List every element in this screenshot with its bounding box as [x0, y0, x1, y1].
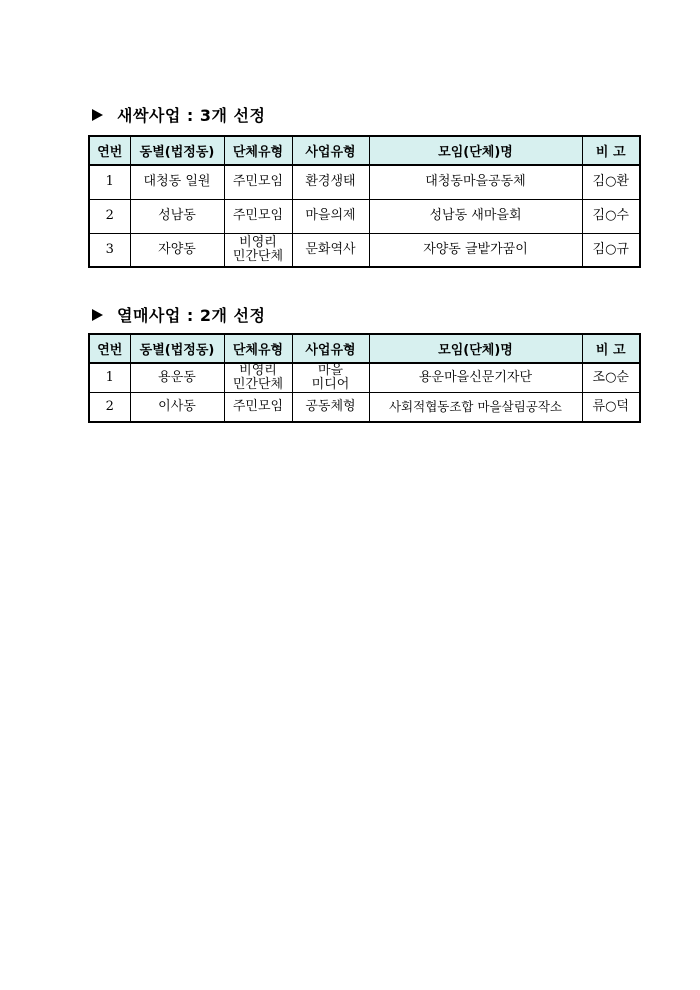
- section-title-text: 열매사업 : 2개 선정: [117, 306, 266, 325]
- yeolmae-table: [88, 333, 641, 423]
- cell-dong: 자양동: [130, 233, 224, 267]
- cell-dong: 대청동 일원: [130, 165, 224, 199]
- col-header-name: 모임(단체)명: [369, 334, 582, 363]
- col-header-dong: 동별(법정동): [130, 136, 224, 165]
- table-row: [89, 199, 640, 233]
- triangle-bullet-icon: [92, 309, 103, 321]
- cell-note: 김○규: [582, 233, 640, 267]
- cell-org-type: 주민모임: [224, 393, 292, 422]
- col-header-org-type: 단체유형: [224, 334, 292, 363]
- col-header-biz-type: 사업유형: [292, 334, 369, 363]
- section-title-text: 새싹사업 : 3개 선정: [117, 106, 266, 125]
- section-title-saessak: [92, 103, 265, 126]
- table-row: [89, 363, 640, 393]
- table-row: [89, 165, 640, 199]
- col-header-note: 비 고: [582, 334, 640, 363]
- cell-no: 1: [89, 165, 130, 199]
- cell-biz-type: 공동체형: [292, 393, 369, 422]
- triangle-bullet-icon: [92, 109, 103, 121]
- cell-dong: 성남동: [130, 199, 224, 233]
- col-header-no: 연번: [89, 136, 130, 165]
- cell-biz-type: 마을 미디어: [292, 363, 369, 393]
- cell-name: 자양동 글밭가꿈이: [369, 233, 582, 267]
- col-header-biz-type: 사업유형: [292, 136, 369, 165]
- table-row: [89, 393, 640, 422]
- saessak-table: [88, 135, 641, 268]
- cell-note: 김○환: [582, 165, 640, 199]
- cell-name: 대청동마을공동체: [369, 165, 582, 199]
- cell-dong: 용운동: [130, 363, 224, 393]
- table-header-row: [89, 136, 640, 165]
- col-header-dong: 동별(법정동): [130, 334, 224, 363]
- col-header-note: 비 고: [582, 136, 640, 165]
- cell-no: 3: [89, 233, 130, 267]
- col-header-name: 모임(단체)명: [369, 136, 582, 165]
- cell-dong: 이사동: [130, 393, 224, 422]
- cell-org-type: 주민모임: [224, 165, 292, 199]
- cell-note: 조○순: [582, 363, 640, 393]
- col-header-no: 연번: [89, 334, 130, 363]
- cell-name: 성남동 새마을회: [369, 199, 582, 233]
- cell-name: 용운마을신문기자단: [369, 363, 582, 393]
- cell-note: 류○덕: [582, 393, 640, 422]
- cell-org-type: 비영리 민간단체: [224, 233, 292, 267]
- cell-no: 1: [89, 363, 130, 393]
- table-header-row: [89, 334, 640, 363]
- cell-note: 김○수: [582, 199, 640, 233]
- cell-biz-type: 환경생태: [292, 165, 369, 199]
- cell-biz-type: 마을의제: [292, 199, 369, 233]
- cell-no: 2: [89, 199, 130, 233]
- cell-org-type: 주민모임: [224, 199, 292, 233]
- cell-biz-type: 문화역사: [292, 233, 369, 267]
- cell-org-type: 비영리 민간단체: [224, 363, 292, 393]
- section-title-yeolmae: [92, 303, 265, 326]
- table-row: [89, 233, 640, 267]
- col-header-org-type: 단체유형: [224, 136, 292, 165]
- cell-name: 사회적협동조합 마을살림공작소: [369, 393, 582, 422]
- cell-no: 2: [89, 393, 130, 422]
